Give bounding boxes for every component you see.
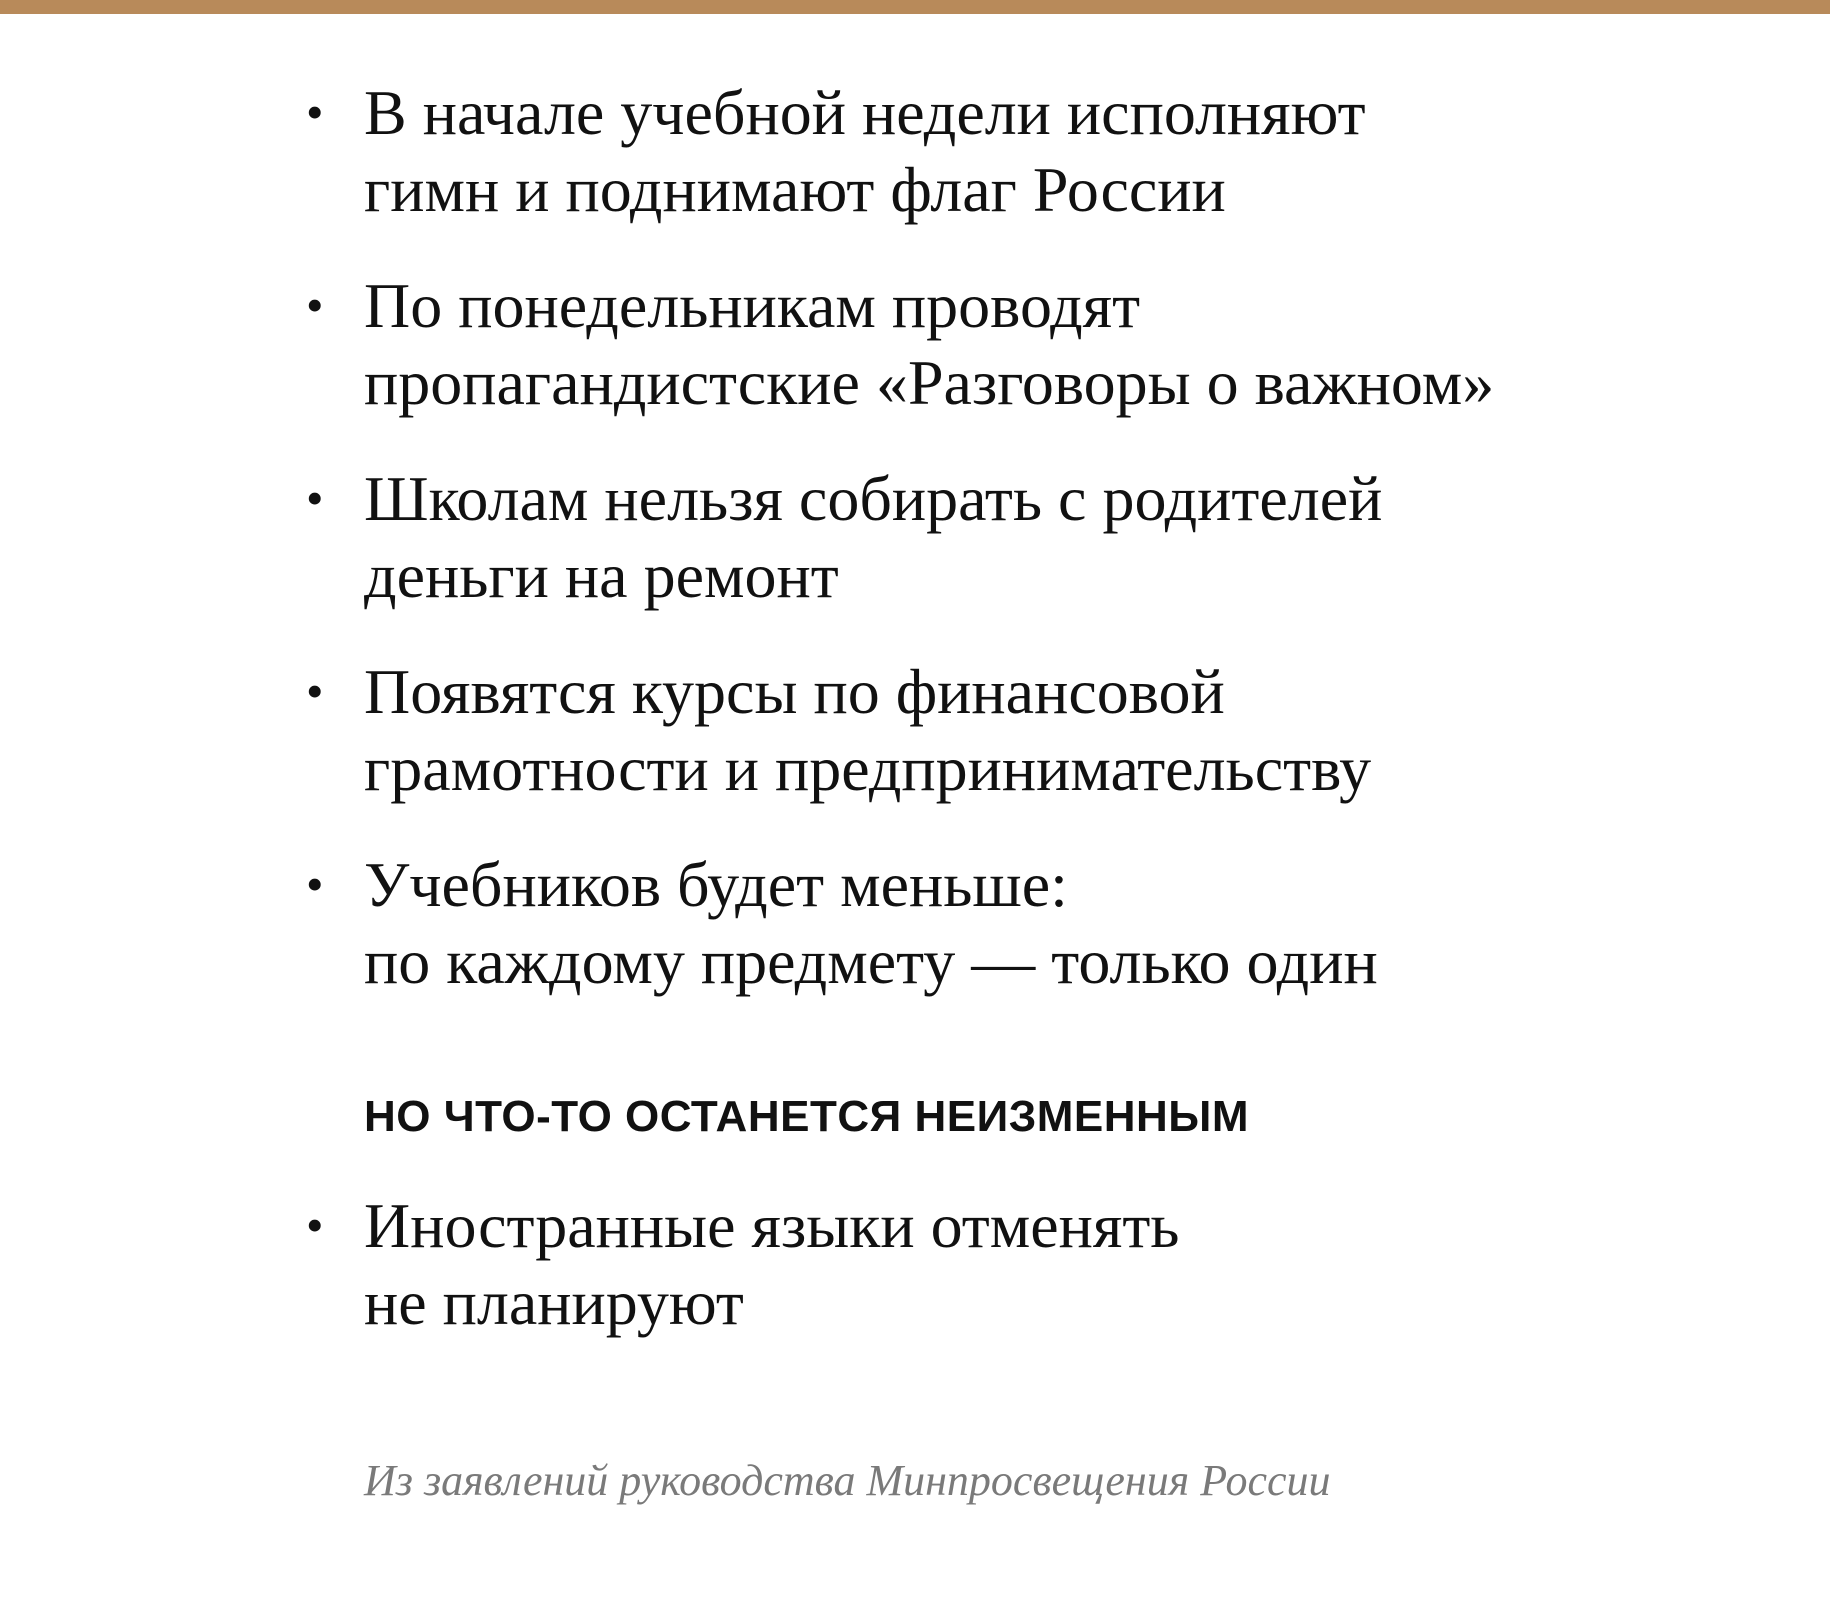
unchanged-list (306, 1187, 1180, 1341)
list-item: • Школам нельзя собирать с родителей деньги на ремонт (364, 460, 1494, 614)
bullet-icon: • (306, 470, 324, 526)
changes-list (306, 74, 1495, 1039)
bullet-icon: • (306, 84, 324, 140)
section-heading: НО ЧТО-ТО ОСТАНЕТСЯ НЕИЗМЕННЫМ (364, 1092, 1250, 1141)
bullet-icon: • (306, 663, 324, 719)
source-caption: Из заявлений руководства Минпросвещения России (364, 1456, 1331, 1505)
list-item: • Иностранные языки отменять не планируют (364, 1187, 1179, 1341)
list-item: • Учебников будет меньше: по каждому предмету — только один (364, 846, 1494, 1000)
list-item: • Появятся курсы по финансовой грамотности и предпринимательству (364, 653, 1494, 807)
list-item: • По понедельникам проводят пропагандистские «Разговоры о важном» (364, 267, 1494, 421)
bullet-icon: • (306, 277, 324, 333)
accent-bar (0, 0, 1830, 14)
list-item: • В начале учебной недели исполняют гимн и поднимают флаг России (364, 74, 1494, 228)
bullet-icon: • (306, 856, 324, 912)
bullet-icon: • (306, 1197, 324, 1253)
